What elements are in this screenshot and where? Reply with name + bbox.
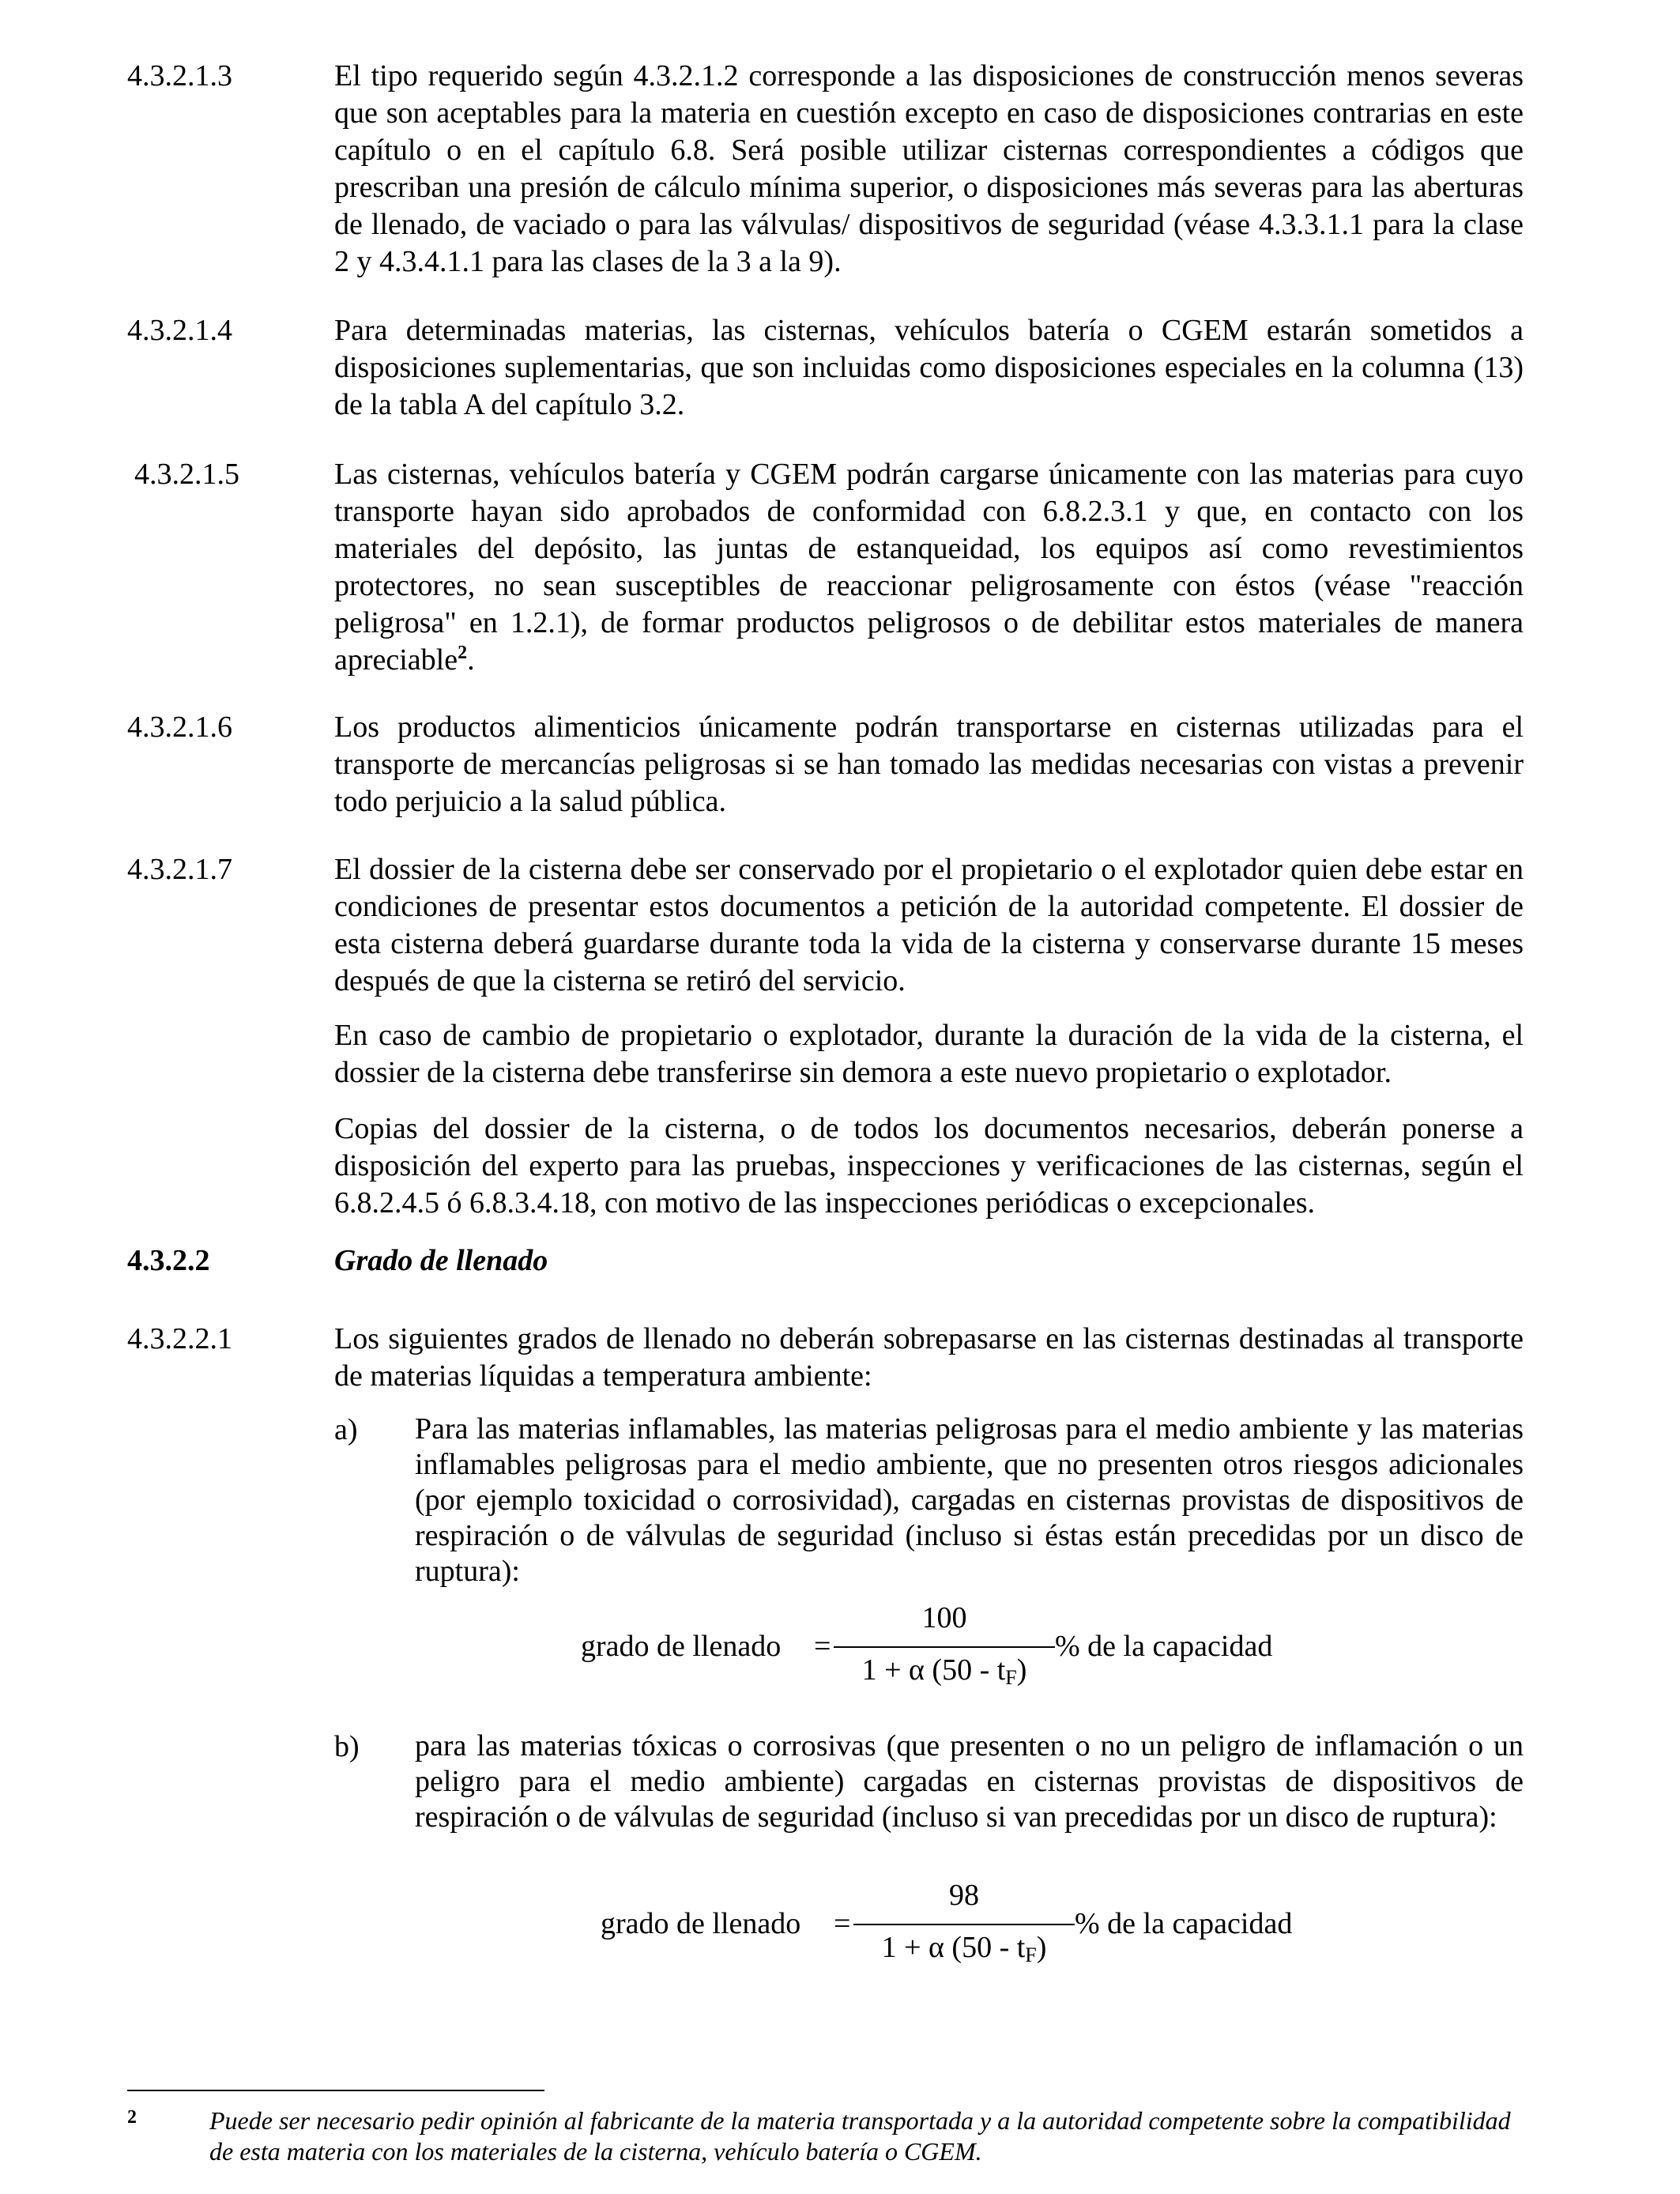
footnote-text: Puede ser necesario pedir opinión al fabricante de la materia transportada y a la autoridad competente sobre la compatibilidad de esta materia con los materiales de la cisterna, vehículo batería o CGEM. [209, 2106, 1511, 2166]
item-text: Para las materias inflamables, las materias peligrosas para el medio ambiente y las materias inflamables peligrosas para el medio ambiente, que no presenten otros riesgos adicionales (por ejemplo toxicidad o corrosividad), cargadas en cisternas provistas de dispositivos de respiración o de válvulas de seguridad (incluso si éstas están precedidas por un disco de ruptura): [415, 1412, 1524, 1588]
formula-denominator [853, 1929, 1075, 1973]
paragraph-text: Los siguientes grados de llenado no deberán sobrepasarse en las cisternas destinadas al transporte de materias líquidas a temperatura ambiente: [334, 1322, 1524, 1393]
paragraph-text [334, 456, 1524, 679]
formula-rhs: % de la capacidad [1075, 1907, 1293, 1940]
formula-subscript: F [1025, 1943, 1037, 1966]
paragraph-text: El dossier de la cisterna debe ser conservado por el propietario o el explotador quien debe estar en condiciones de presentar estos documentos a petición de la autoridad competente. El dossier de esta cisterna deberá guardarse durante toda la vida de la cisterna y conservarse durante 15 meses después de que la cisterna se retiró del servicio. [334, 853, 1524, 997]
formula-lhs: grado de llenado [601, 1907, 801, 1940]
section-number: 4.3.2.2 [127, 1244, 210, 1277]
paragraph-text: Los productos alimenticios únicamente podrán transportarse en cisternas utilizadas para el transporte de mercancías peligrosas si se han tomado las medidas necesarias con vistas a prevenir todo perjuicio a la salud pública. [334, 711, 1524, 818]
paragraph-number: 4.3.2.1.6 [127, 711, 232, 744]
formula-rhs: % de la capacidad [1055, 1630, 1273, 1663]
paragraph-end: . [467, 643, 475, 677]
formula-fill-degree-b [601, 1879, 1312, 1977]
footnote-reference[interactable]: 2 [458, 643, 468, 663]
formula-lhs: grado de llenado [581, 1630, 782, 1663]
paragraph-number: 4.3.2.1.3 [127, 59, 232, 92]
formula-denominator-close: ) [1016, 1653, 1027, 1687]
section-title: Grado de llenado [334, 1244, 548, 1277]
formula-equals: = [834, 1907, 851, 1940]
formula-denominator-text: 1 + α (50 - t [881, 1931, 1026, 1964]
paragraph-text: El tipo requerido según 4.3.2.1.2 corresponde a las disposiciones de construcción menos severas que son aceptables para la materia en cuestión excepto en caso de disposiciones contrarias en este capítulo o en el capítulo 6.8. Será posible utilizar cisternas correspondientes a códigos que prescriban una presión de cálculo mínima superior, o disposiciones más severas para las aberturas de llenado, de vaciado o para las válvulas/ dispositivos de seguridad (véase 4.3.3.1.1 para la clase 2 y 4.3.4.1.1 para las clases de la 3 a la 9). [334, 59, 1524, 278]
paragraph-text: Copias del dossier de la cisterna, o de todos los documentos necesarios, deberán ponerse a disposición del experto para las pruebas, inspecciones y verificaciones de las cisternas, según el 6.8.2.4.5 ó 6.8.3.4.18, con motivo de las inspecciones periódicas o excepcionales. [334, 1112, 1524, 1220]
item-text: para las materias tóxicas o corrosivas (que presenten o no un peligro de inflamación o un peligro para el medio ambiente) cargadas en cisternas provistas de dispositivos de respiración o de válvulas de seguridad (incluso si van precedidas por un disco de ruptura): [415, 1729, 1524, 1834]
paragraph-number: 4.3.2.1.7 [127, 853, 232, 886]
item-label: a) [334, 1413, 358, 1446]
paragraph-number: 4.3.2.2.1 [127, 1322, 232, 1355]
formula-denominator [834, 1652, 1055, 1696]
formula-fraction-bar [853, 1924, 1075, 1925]
formula-subscript: F [1005, 1666, 1017, 1689]
paragraph-text: En caso de cambio de propietario o explotador, durante la duración de la vida de la cisterna, el dossier de la cisterna debe transferirse sin demora a este nuevo propietario o explotador. [334, 1019, 1524, 1089]
formula-numerator: 98 [949, 1879, 979, 1912]
footnote-separator [127, 2090, 544, 2091]
paragraph-body: Las cisternas, vehículos batería y CGEM podrán cargarse únicamente con las materias para cuyo transporte hayan sido aprobados de conformidad con 6.8.2.3.1 y que, en contacto con los materiales del depósito, las juntas de estanqueidad, los equipos así como revestimientos protectores, no sean susceptibles de reaccionar peligrosamente con éstos (véase "reacción peligrosa" en 1.2.1), de formar productos peligrosos o de debilitar estos materiales de manera apreciable [334, 458, 1524, 677]
formula-denominator-text: 1 + α (50 - t [861, 1653, 1006, 1687]
footnote-mark: 2 [127, 2107, 137, 2128]
formula-fill-degree-a [581, 1601, 1292, 1699]
paragraph-text: Para determinadas materias, las cisternas, vehículos batería o CGEM estarán sometidos a disposiciones suplementarias, que son incluidas como disposiciones especiales en la columna (13) de la tabla A del capítulo 3.2. [334, 314, 1524, 421]
formula-numerator: 100 [921, 1601, 967, 1634]
paragraph-number: 4.3.2.1.4 [127, 314, 232, 347]
formula-denominator-close: ) [1036, 1931, 1047, 1964]
formula-fraction-bar [834, 1646, 1055, 1648]
formula-equals: = [814, 1630, 831, 1663]
paragraph-number: 4.3.2.1.5 [134, 458, 239, 491]
item-label: b) [334, 1730, 360, 1763]
